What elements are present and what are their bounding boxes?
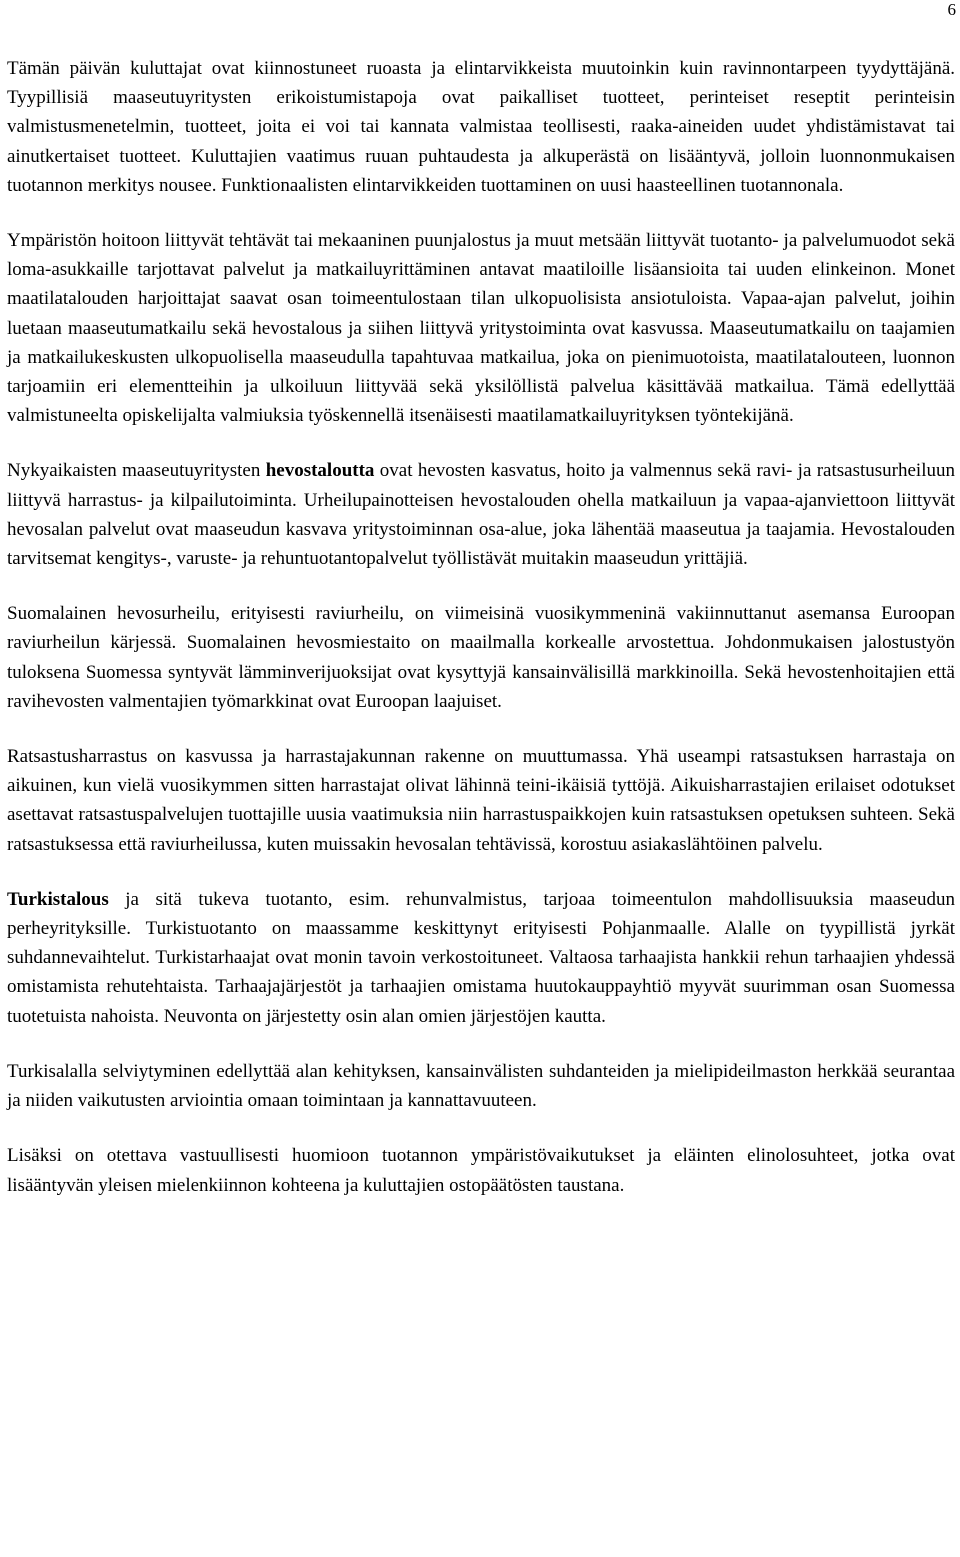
paragraph-riding-hobby: Ratsastusharrastus on kasvussa ja harrastajakunnan rakenne on muuttumassa. Yhä useampi ratsastuksen harrastaja on aikuinen, kun vielä vuosikymmen sitten harrastajat olivat lähinnä teini-ikäisiä tyttöjä. Aikuisharrastajien erilaiset odotukset asettavat ratsastuspalvelujen tuottajille uusia vaatimuksia niin harrastuspaikkojen kuin ratsastuksen opetuksen suhteen. Sekä ratsastuksessa että raviurheilussa, kuten muissakin hevosalan tehtävissä, korostuu asiakaslähtöinen palvelu. [7,746,955,855]
paragraph-finnish-harness-racing: Suomalainen hevosurheilu, erityisesti raviurheilu, on viimeisinä vuosikymmeninä vakiinnuttanut asemansa Euroopan raviurheilun kärjessä. Suomalainen hevosmiestaito on maailmalla korkealle arvostettua. Johdonmukaisen jalostustyön tuloksena Suomessa syntyvät lämminverijuoksijat ovat kysyttyjä kansainvälisillä markkinoilla. Sekä hevostenhoitajien että ravihevosten valmentajien työmarkkinat ovat Euroopan laajuiset. [7,603,955,712]
paragraph-fur-farming [7,885,955,1031]
paragraph-horse-economy [7,456,955,573]
highlighted-term-turkistalous: Turkistalous [7,888,109,910]
paragraph-environmental-responsibility: Lisäksi on otettava vastuullisesti huomioon tuotannon ympäristövaikutukset ja eläinten elinolosuhteet, jotka ovat lisääntyvän yleisen mielenkiinnon kohteena ja kuluttajien ostopäätösten taustana. [7,1145,955,1196]
highlighted-term-hevostaloutta: hevostaloutta [265,460,375,482]
paragraph-consumer-food-interest: Tämän päivän kuluttajat ovat kiinnostuneet ruoasta ja elintarvikkeista muutoinkin kuin ravinnontarpeen tyydyttäjänä. Tyypillisiä maaseutuyritysten erikoistumistapoja ovat paikalliset tuotteet, perinteiset reseptit perinteisin valmistusmenetelmin, tuotteet, joita ei voi tai kannata valmistaa teollisesti, raaka-aineiden uudet yhdistämistavat tai ainutkertaiset tuotteet. Kuluttajien vaatimus ruuan puhtaudesta ja alkuperästä on lisääntyvä, jolloin luonnonmukaisen tuotannon merkitys nousee. Funktionaalisten elintarvikkeiden tuottaminen on uusi haasteellinen tuotannonala. [7,58,955,196]
paragraph-fur-farming-body: ja sitä tukeva tuotanto, esim. rehunvalmistus, tarjoaa toimeentulon mahdollisuuksia maaseudun perheyrityksille. Turkistuotanto on maassamme keskittynyt erityisesti Pohjanmaalle. Alalle on tyypillistä jyrkät suhdannevaihtelut. Turkistarhaajat ovat monin tavoin verkostoituneet. Valtaosa tarhaajista hankkii rehun tarhaajien yhdessä omistamista rehutehtaista. Tarhaajajärjestöt ja tarhaajien omistama huutokauppayhtiö myyvät suurimman osan Suomessa tuotetuista nahoista. Neuvonta on järjestetty osin alan omien järjestöjen kautta. [7,888,955,1027]
paragraph-horse-economy-intro: Nykyaikaisten maaseutuyritysten [7,460,266,482]
page-number: 6 [947,0,956,19]
paragraph-rural-tourism: Ympäristön hoitoon liittyvät tehtävät tai mekaaninen puunjalostus ja muut metsään liittyvät tuotanto- ja palvelumuodot sekä loma-asukkaille tarjottavat palvelut ja matkailuyrittäminen antavat maatiloille lisäansioita tai uuden elinkeinon. Monet maatilatalouden harjoittajat saavat osan toimeentulostaan tilan ulkopuolisista ansiotuloista. Vapaa-ajan palvelut, joihin luetaan maaseutumatkailu sekä hevostalous ja siihen liittyvä yritystoiminta ovat kasvussa. Maaseutumatkailu on taajamien ja matkailukeskusten ulkopuolisella maaseudulla tapahtuvaa matkailua, joka on pienimuotoista, maatilatalouteen, luonnon tarjoamiin eri elementteihin ja ulkoiluun liittyvää sekä yksilöllistä palvelua käsittävää matkailua. Tämä edellyttää valmistuneelta opiskelijalta valmiuksia työskennellä itsenäisesti maatilamatkailuyrityksen työntekijänä. [7,230,955,427]
document-body [7,54,955,1226]
paragraph-horse-economy-body: ovat hevosten kasvatus, hoito ja valmennus sekä ravi- ja ratsastusurheiluun liittyvä harrastus- ja kilpailutoiminta. Urheilupainotteisen hevostalouden ohella matkailuun ja vapaa-ajanviettoon liittyvät hevosalan palvelut ovat maaseudun kasvava yritystoiminnan osa-alue, joka lähentää maaseutua ja taajamia. Hevostalouden tarvitsemat kengitys-, varuste- ja rehuntuotantopalvelut työllistävät muitakin maaseudun yrittäjiä. [7,460,955,570]
paragraph-fur-industry-survival: Turkisalalla selviytyminen edellyttää alan kehityksen, kansainvälisten suhdanteiden ja mielipideilmaston herkkää seurantaa ja niiden vaikutusten arviointia omaan toimintaan ja kannattavuuteen. [7,1060,955,1112]
